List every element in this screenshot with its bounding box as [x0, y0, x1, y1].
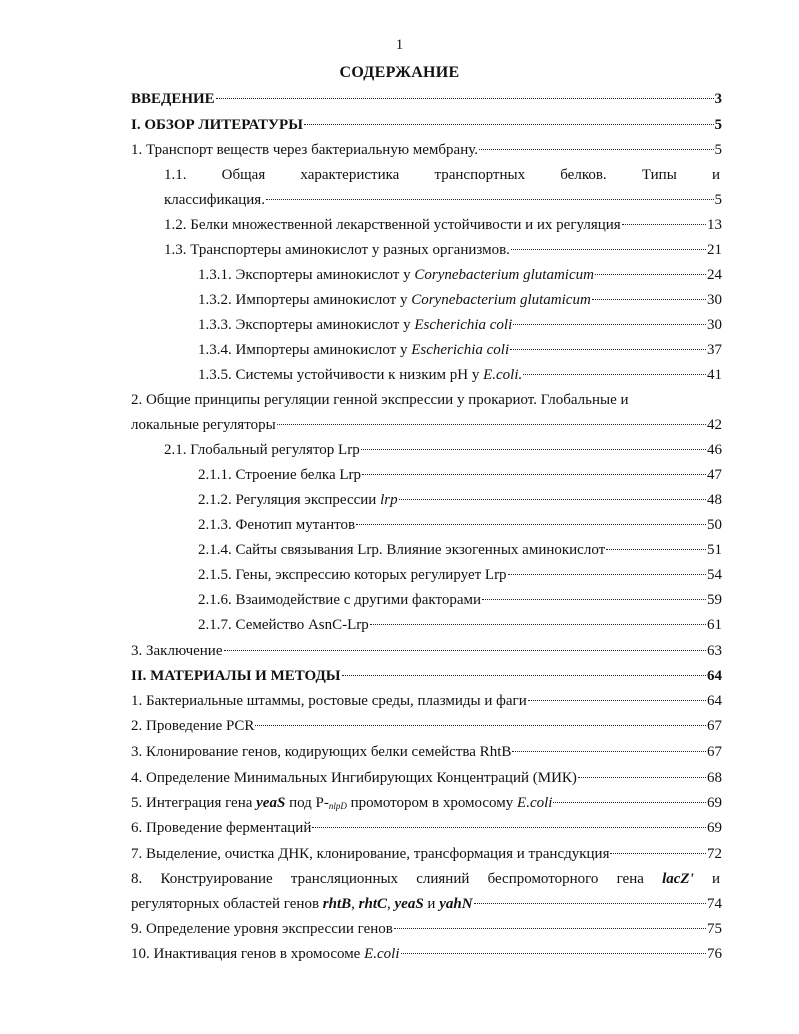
toc-word: 8.	[131, 871, 143, 887]
toc-entry-s1-3[interactable]	[164, 239, 722, 261]
dot-leader	[394, 928, 706, 929]
toc-word: Конструирование	[160, 871, 273, 887]
toc-page-number: 47	[707, 467, 722, 483]
dot-leader	[304, 124, 714, 125]
dot-leader	[528, 700, 706, 701]
toc-entry-text: ВВЕДЕНИЕ	[131, 91, 215, 107]
toc-page-number: 64	[707, 668, 722, 684]
species-name: Escherichia coli	[411, 342, 510, 358]
toc-word: характеристика	[300, 167, 400, 183]
toc-entry-s2-1-5[interactable]	[198, 564, 722, 586]
dot-leader	[342, 675, 706, 676]
toc-entry-s1-3-3[interactable]	[198, 314, 722, 336]
species-name: Corynebacterium glutamicum	[411, 292, 591, 308]
dot-leader	[312, 827, 706, 828]
toc-entry-intro[interactable]	[131, 88, 722, 110]
dot-leader	[479, 149, 714, 150]
toc-entry-text: 2.1.6. Взаимодействие с другими факторами	[198, 592, 482, 608]
toc-entry-s2-1-6[interactable]	[198, 589, 722, 611]
toc-entry-text	[198, 339, 509, 361]
species-name: Corynebacterium glutamicum	[414, 267, 594, 283]
toc-page-number: 30	[707, 292, 722, 308]
toc-page-number: 64	[707, 693, 722, 709]
gene-name: lrp	[380, 492, 398, 508]
dot-leader	[356, 524, 706, 525]
dot-leader	[266, 199, 714, 200]
species-name: E.coli	[517, 795, 553, 811]
gene-name: rhtC	[358, 896, 387, 912]
toc-entry-m2[interactable]	[131, 715, 722, 737]
toc-entry-text: II. МАТЕРИАЛЫ И МЕТОДЫ	[131, 668, 341, 684]
toc-page-number: 63	[707, 643, 722, 659]
toc-page-number: 69	[707, 795, 722, 811]
gene-name: lacZ'	[662, 871, 694, 887]
toc-entry-s1-3-1[interactable]	[198, 264, 722, 286]
dot-leader	[622, 224, 706, 225]
toc-entry-text: 6. Проведение ферментаций	[131, 820, 312, 836]
toc-entry-text	[131, 943, 400, 965]
dot-leader	[578, 777, 706, 778]
toc-word: Общая	[221, 167, 266, 183]
toc-page-number: 50	[707, 517, 722, 533]
toc-entry-s1-1-line2	[164, 189, 722, 211]
toc-entry-text	[131, 792, 552, 817]
dot-leader	[399, 499, 706, 500]
toc-page-number: 61	[707, 617, 722, 633]
species-name: Escherichia coli	[414, 317, 513, 333]
toc-page-number: 67	[707, 744, 722, 760]
toc-page-number: 54	[707, 567, 722, 583]
toc-entry-s3[interactable]	[131, 640, 722, 662]
toc-page-number: 21	[707, 242, 722, 258]
toc-entry-text	[131, 893, 473, 915]
toc-entry-m8-line1	[131, 868, 720, 890]
toc-page-number: 51	[707, 542, 722, 558]
toc-page-number: 42	[707, 417, 722, 433]
species-name: E.coli	[364, 946, 400, 962]
toc-page-number: 48	[707, 492, 722, 508]
toc-entry-text: 2. Общие принципы регуляции генной экспрессии у прокариот. Глобальные и	[131, 392, 629, 408]
toc-entry-text: 1.3. Транспортеры аминокислот у разных организмов.	[164, 242, 510, 258]
toc-entry-text: 3. Заключение	[131, 643, 223, 659]
toc-page-number: 5	[714, 117, 722, 133]
dot-leader	[610, 853, 706, 854]
toc-entry-label: 1.3.1. Экспортеры аминокислот у	[198, 267, 415, 283]
toc-page-number: 13	[707, 217, 722, 233]
dot-leader	[511, 249, 706, 250]
toc-entry-text	[198, 289, 591, 311]
gene-name: yahN	[439, 896, 473, 912]
toc-entry-part2[interactable]	[131, 665, 722, 687]
toc-word: гена	[616, 871, 644, 887]
toc-page-number: 75	[707, 921, 722, 937]
toc-page-number: 41	[707, 367, 722, 383]
toc-word: слияний	[416, 871, 470, 887]
toc-entry-label: регуляторных областей генов	[131, 896, 323, 912]
promoter-subscript: nlpD	[328, 801, 347, 811]
dot-leader	[277, 424, 706, 425]
dot-leader	[224, 650, 707, 651]
toc-entry-text: 4. Определение Минимальных Ингибирующих Концентраций (МИК)	[131, 770, 577, 786]
toc-page-number: 76	[707, 946, 722, 962]
dot-leader	[216, 98, 714, 99]
dot-leader	[523, 374, 706, 375]
toc-word: 1.1.	[164, 167, 187, 183]
toc-word: беспромоторного	[487, 871, 599, 887]
toc-entry-s1-3-2[interactable]	[198, 289, 722, 311]
gene-name: yeaS	[394, 896, 424, 912]
dot-leader	[592, 299, 706, 300]
toc-entry-text: 2.1.7. Семейство AsnC-Lrp	[198, 617, 369, 633]
dot-leader	[401, 953, 707, 954]
toc-page-number: 46	[707, 442, 722, 458]
toc-page-number: 68	[707, 770, 722, 786]
dot-leader	[508, 574, 706, 575]
toc-entry-text: классификация.	[164, 192, 265, 208]
toc-entry-m1[interactable]	[131, 690, 722, 712]
toc-page-number: 69	[707, 820, 722, 836]
dot-leader	[482, 599, 706, 600]
toc-entry-label: 1.3.3. Экспортеры аминокислот у	[198, 317, 415, 333]
dot-leader	[513, 324, 706, 325]
page-number: 1	[395, 37, 404, 53]
toc-entry-label: под P-	[285, 795, 329, 811]
toc-entry-s2-1-2[interactable]	[198, 489, 722, 511]
toc-entry-s2-line2	[131, 414, 722, 436]
toc-word: белков.	[560, 167, 607, 183]
toc-page-number: 30	[707, 317, 722, 333]
toc-entry-m8-line2	[131, 893, 722, 915]
toc-entry-text: 2.1.1. Строение белка Lrp	[198, 467, 362, 483]
gene-name: yeaS	[256, 795, 286, 811]
toc-page-number: 5	[714, 192, 722, 208]
toc-entry-text: локальные регуляторы	[131, 417, 276, 433]
species-name: E.coli.	[483, 367, 523, 383]
dot-leader	[606, 549, 706, 550]
dot-leader	[361, 449, 706, 450]
separator: ,	[351, 896, 359, 912]
toc-entry-s1[interactable]	[131, 139, 722, 161]
dot-leader	[474, 903, 706, 904]
toc-entry-text: 1. Бактериальные штаммы, ростовые среды, плазмиды и фаги	[131, 693, 527, 709]
toc-page-number: 24	[707, 267, 722, 283]
document-title: СОДЕРЖАНИЕ	[339, 64, 460, 81]
toc-entry-text: 2. Проведение PCR	[131, 718, 255, 734]
toc-page-number: 5	[714, 142, 722, 158]
gene-name: rhtB	[322, 896, 352, 912]
toc-entry-m4[interactable]	[131, 767, 722, 789]
toc-word: и	[711, 871, 720, 887]
dot-leader	[595, 274, 706, 275]
toc-entry-m3[interactable]	[131, 741, 722, 763]
toc-entry-m10[interactable]	[131, 943, 722, 965]
dot-leader	[362, 474, 706, 475]
toc-entry-text	[198, 364, 522, 386]
toc-entry-s1-3-5[interactable]	[198, 364, 722, 386]
toc-entry-text: 2.1.4. Сайты связывания Lrp. Влияние экзогенных аминокислот	[198, 542, 606, 558]
toc-entry-m6[interactable]	[131, 817, 722, 839]
toc-entry-s2-1-4[interactable]	[198, 539, 722, 561]
toc-entry-part1[interactable]	[131, 114, 722, 136]
toc-entry-s2-1[interactable]	[164, 439, 722, 461]
toc-entry-m7[interactable]	[131, 843, 722, 865]
toc-entry-m5[interactable]	[131, 792, 722, 817]
toc-entry-label: 1.3.2. Импортеры аминокислот у	[198, 292, 412, 308]
toc-word: трансляционных	[290, 871, 399, 887]
toc-word: Типы	[641, 167, 677, 183]
toc-entry-label: 2.1.2. Регуляция экспрессии	[198, 492, 381, 508]
toc-entry-text	[198, 264, 594, 286]
toc-entry-text: 1. Транспорт веществ через бактериальную мембрану.	[131, 142, 478, 158]
toc-entry-m9[interactable]	[131, 918, 722, 940]
toc-entry-label: 1.3.5. Системы устойчивости к низким pH у	[198, 367, 484, 383]
toc-page-number: 67	[707, 718, 722, 734]
toc-entry-s1-1-line1	[164, 164, 720, 186]
dot-leader	[512, 751, 706, 752]
toc-entry-s1-3-4[interactable]	[198, 339, 722, 361]
toc-entry-s1-2[interactable]	[164, 214, 722, 236]
toc-page-number: 74	[707, 896, 722, 912]
toc-entry-label: промотором в хромосому	[346, 795, 518, 811]
toc-entry-s2-1-7[interactable]	[198, 614, 722, 636]
dot-leader	[255, 725, 706, 726]
toc-word: транспортных	[434, 167, 526, 183]
toc-entry-text: I. ОБЗОР ЛИТЕРАТУРЫ	[131, 117, 303, 133]
toc-entry-text: 7. Выделение, очистка ДНК, клонирование, трансформация и трансдукция	[131, 846, 610, 862]
toc-page-number: 72	[707, 846, 722, 862]
toc-entry-text: 2.1. Глобальный регулятор Lrp	[164, 442, 360, 458]
separator: и	[423, 896, 440, 912]
dot-leader	[553, 802, 706, 803]
separator: ,	[387, 896, 395, 912]
toc-entry-text: 9. Определение уровня экспрессии генов	[131, 921, 393, 937]
toc-entry-text: 3. Клонирование генов, кодирующих белки семейства RhtB	[131, 744, 512, 760]
toc-entry-text: 2.1.5. Гены, экспрессию которых регулирует Lrp	[198, 567, 507, 583]
toc-word: и	[711, 167, 720, 183]
toc-entry-text: 2.1.3. Фенотип мутантов	[198, 517, 356, 533]
toc-page-number: 59	[707, 592, 722, 608]
toc-entry-s2-1-3[interactable]	[198, 514, 722, 536]
toc-entry-label: 1.3.4. Импортеры аминокислот у	[198, 342, 412, 358]
toc-entry-text: 1.2. Белки множественной лекарственной устойчивости и их регуляция	[164, 217, 621, 233]
toc-entry-text	[198, 489, 398, 511]
dot-leader	[370, 624, 706, 625]
toc-entry-label: 5. Интеграция гена	[131, 795, 257, 811]
toc-page-number: 3	[714, 91, 722, 107]
dot-leader	[510, 349, 706, 350]
toc-entry-label: 10. Инактивация генов в хромосоме	[131, 946, 365, 962]
toc-page-number: 37	[707, 342, 722, 358]
toc-entry-text	[198, 314, 512, 336]
toc-entry-s2-1-1[interactable]	[198, 464, 722, 486]
